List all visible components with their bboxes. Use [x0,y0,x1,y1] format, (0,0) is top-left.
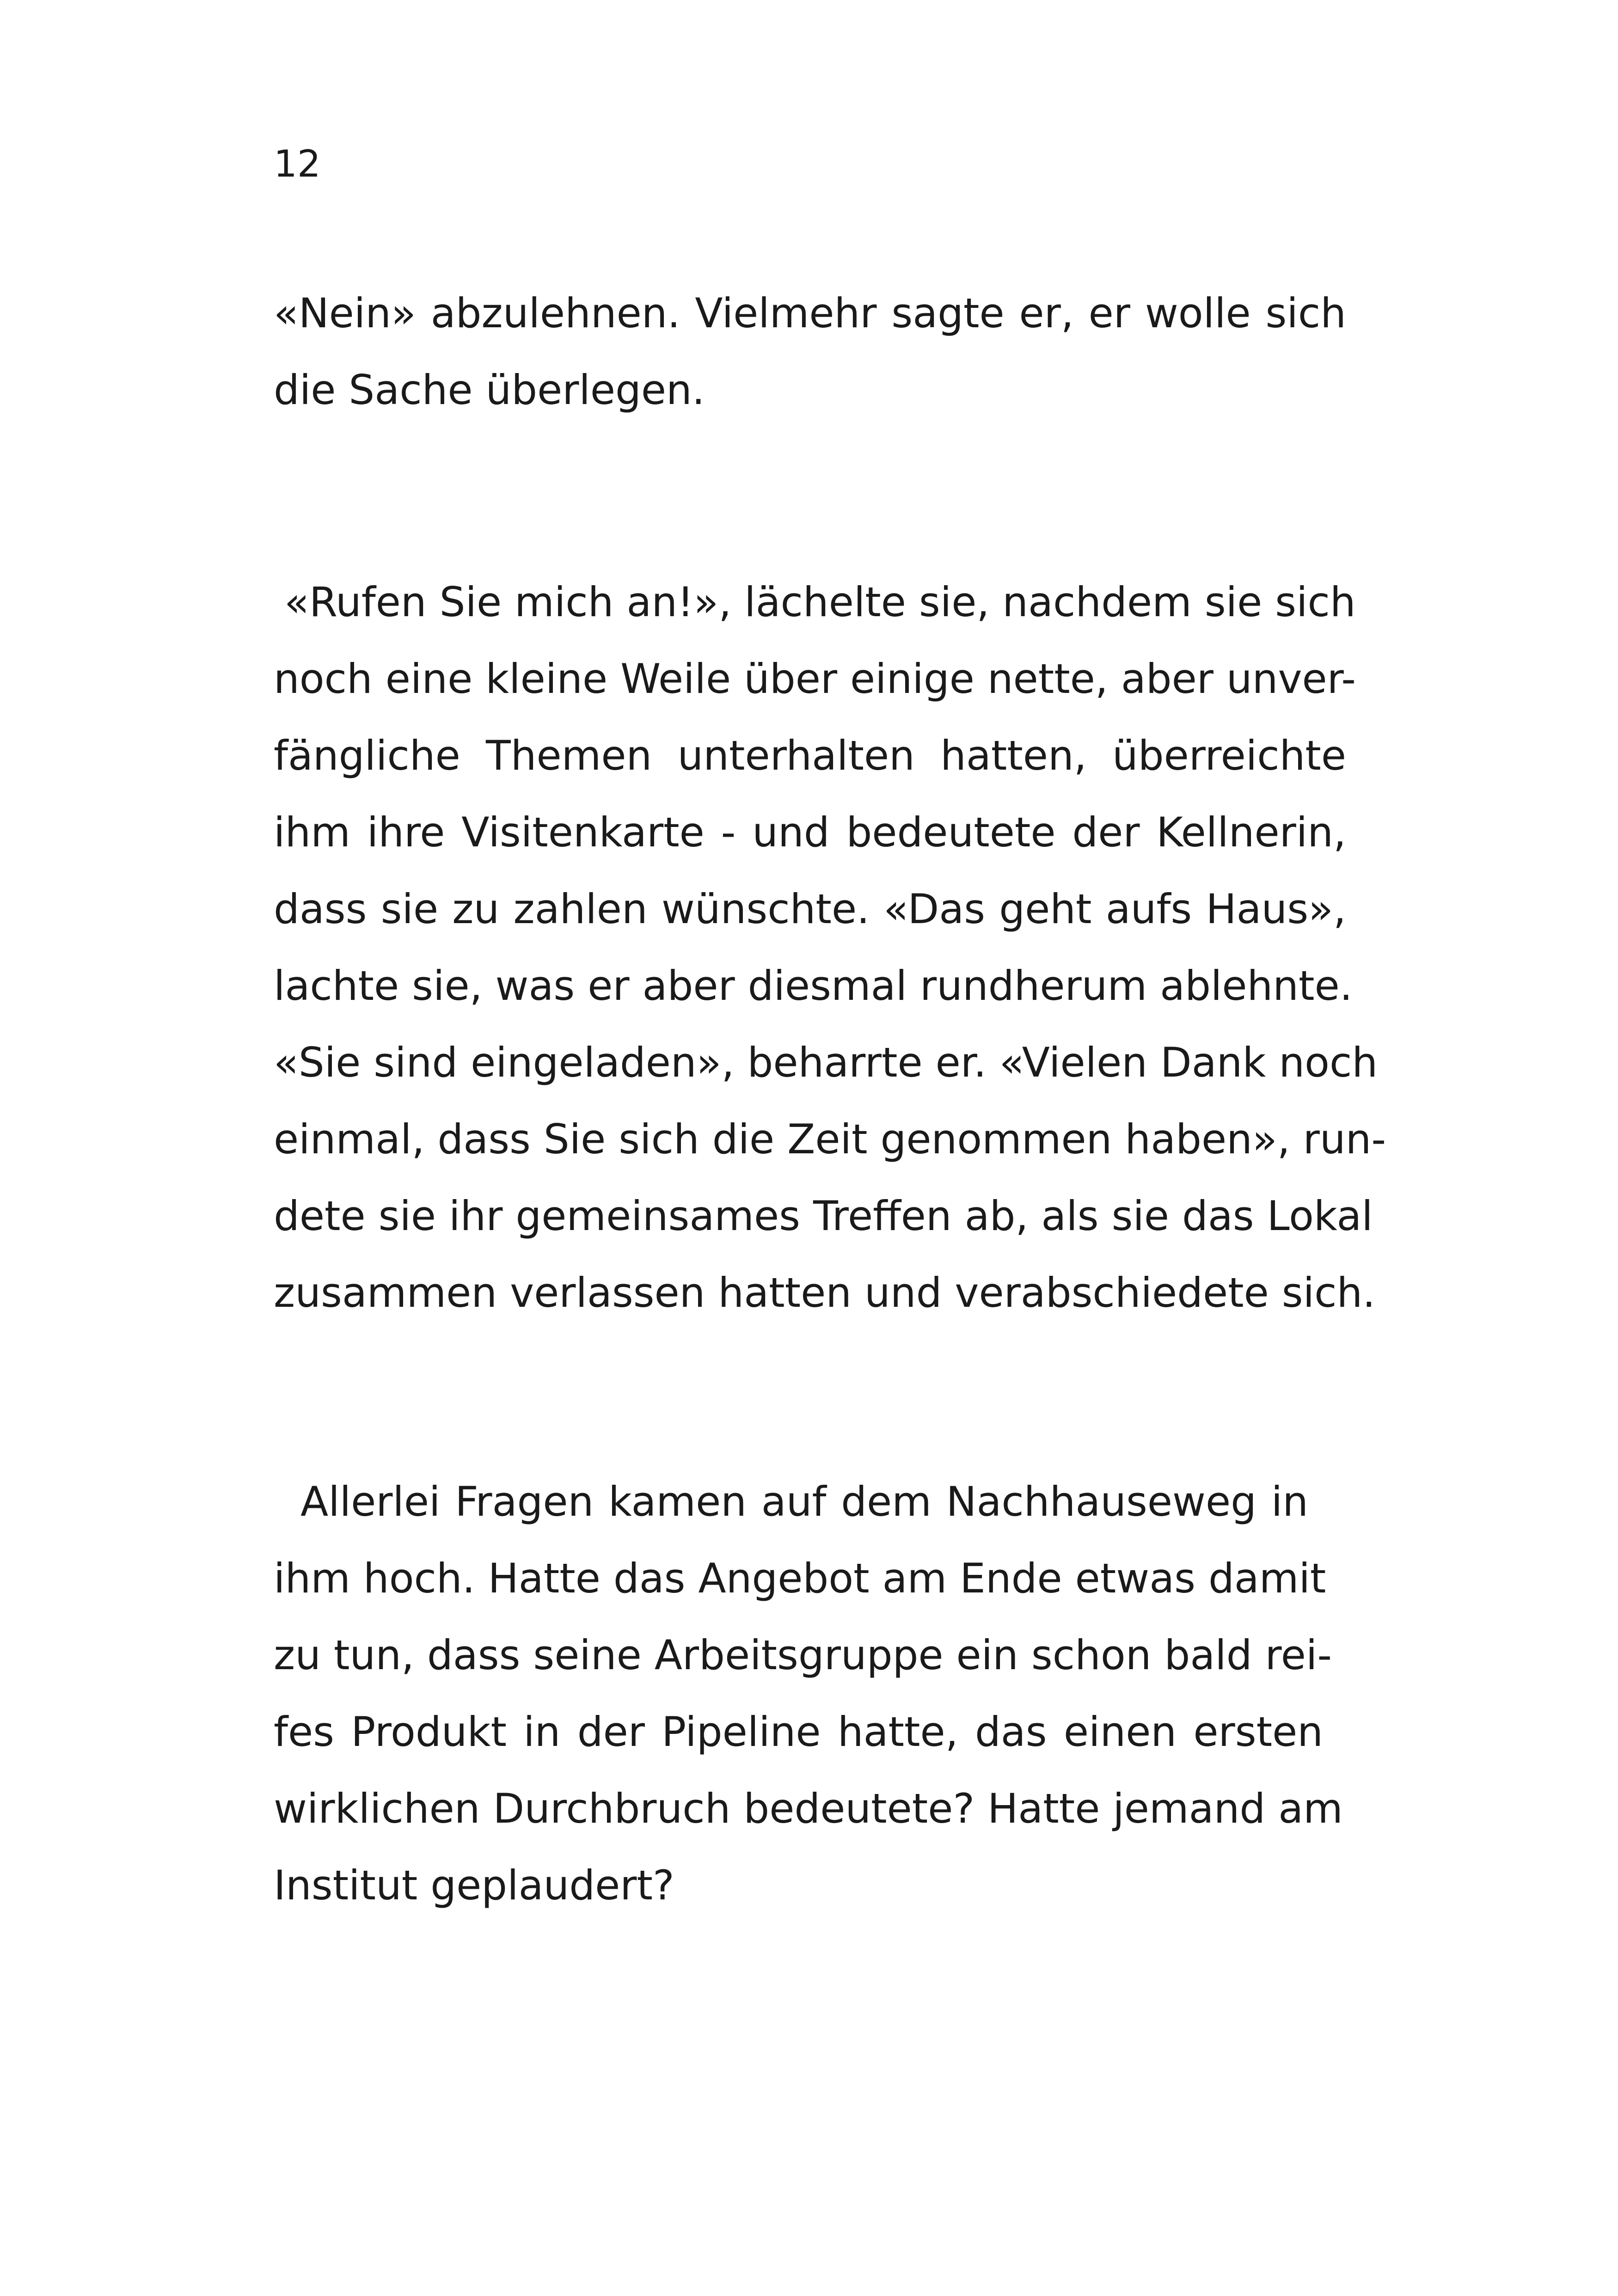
text-line: «Nein» abzulehnen. Vielmehr sagte er, er wolle sich [274,289,1346,337]
text-line: ihm ihre Visitenkarte - und bedeutete der Kellnerin, [274,808,1346,856]
text-line: ihm hoch. Hatte das Angebot am Ende etwas damit [274,1555,1326,1602]
page-number: 12 [274,142,321,185]
text-line: einmal, dass Sie sich die Zeit genommen haben», run- [274,1115,1386,1163]
text-line: die Sache überlegen. [274,366,705,414]
text-line: wirklichen Durchbruch bedeutete? Hatte jemand am [274,1785,1343,1832]
text-line: «Rufen Sie mich an!», lächelte sie, nachdem sie sich [284,578,1356,626]
text-line: lachte sie, was er aber diesmal rundherum ablehnte. [274,962,1353,1010]
text-line: noch eine kleine Weile über einige nette, aber unver- [274,655,1356,703]
text-line: Institut geplaudert? [274,1861,674,1909]
text-line: Allerlei Fragen kamen auf dem Nachhauseweg in [300,1478,1308,1525]
text-line: dete sie ihr gemeinsames Treffen ab, als sie das Lokal [274,1192,1373,1240]
text-line: zusammen verlassen hatten und verabschiedete sich. [274,1269,1376,1316]
text-line: zu tun, dass seine Arbeitsgruppe ein schon bald rei- [274,1631,1332,1679]
text-line: fes Produkt in der Pipeline hatte, das einen ersten [274,1708,1323,1756]
text-line: dass sie zu zahlen wünschte. «Das geht aufs Haus», [274,885,1346,933]
text-line: fängliche Themen unterhalten hatten, überreichte [274,732,1346,779]
text-line: «Sie sind eingeladen», beharrte er. «Vielen Dank noch [274,1039,1378,1086]
